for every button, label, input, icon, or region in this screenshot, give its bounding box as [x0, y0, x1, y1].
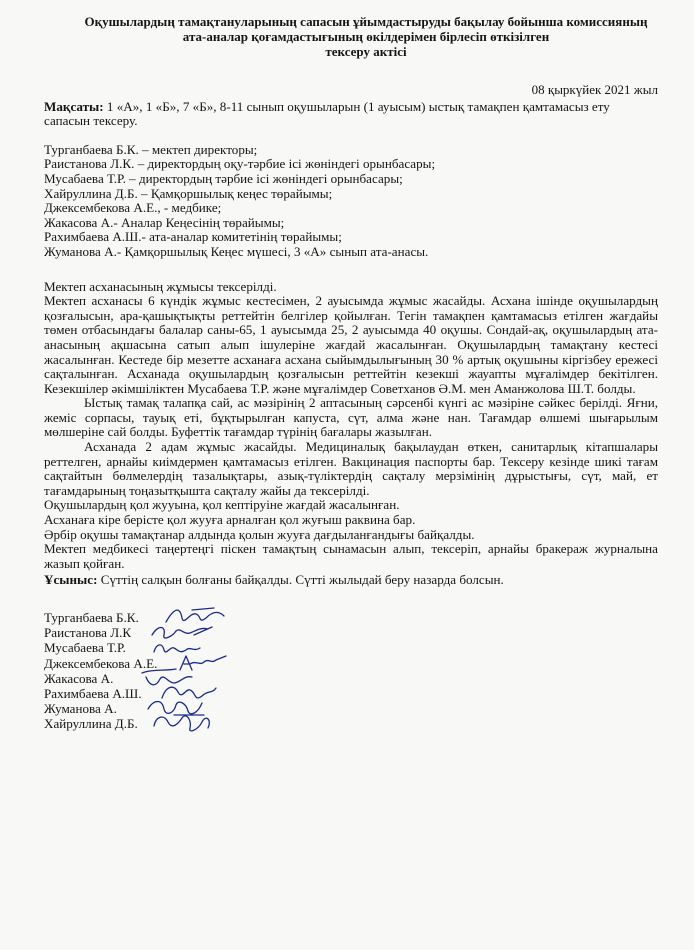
signatory-name: Хайруллина Д.Б. [44, 716, 138, 732]
member-item: Жуманова А.- Қамқоршылық Кеңес мүшесі, 3 «А» сынып ата-анасы. [44, 243, 429, 259]
signature-row [44, 671, 658, 686]
signature-row [44, 625, 658, 640]
signature-row [44, 686, 658, 701]
member-item: Мусабаева Т.Р. – директордың тәрбие ісі жөніндегі орынбасары; [44, 170, 403, 186]
member-item: Турганбаева Б.К. – мектеп директоры; [44, 141, 258, 157]
inspection-body [44, 280, 658, 572]
purpose-paragraph [44, 100, 658, 129]
title-line-1: Оқушылардың тамақтануларының сапасын ұйымдастыруды бақылау бойынша комиссияның [84, 14, 648, 29]
signatory-name: Жакасова А. [44, 670, 114, 686]
body-paragraph: Асханада 2 адам жұмыс жасайды. Медициналық бақылаудан өткен, санитарлық кітапшалары реттелген, арнайы киімдермен қамтамасыз етілген. Вакцинация паспорты бар. Тексеру кезінде шикі тағам сақтайтын бөлмелердің тазалықтары, азық-түліктердің сақталу мерзімінің дұрыстығы, сүт, май, ет тағамдарының тоңазытқышта сақталу жайы да тексерілді. [44, 439, 658, 498]
member-item: Жакасова А.- Аналар Кеңесінің төрайымы; [44, 214, 285, 230]
signature-row [44, 640, 658, 655]
document-title [74, 14, 658, 59]
signature-row [44, 610, 658, 625]
commission-members-list [44, 143, 658, 260]
signature-row [44, 701, 658, 716]
body-paragraph: Мектеп асханасының жұмысы тексерілді. [44, 278, 277, 294]
signatory-name: Раистанова Л.К [44, 625, 132, 641]
title-line-3: тексеру актісі [325, 44, 407, 59]
member-item: Джексембекова А.Е., - медбике; [44, 200, 222, 216]
recommendation-text: Сүттің салқын болғаны байқалды. Сүтті жылыдай беру назарда болсын. [97, 572, 504, 588]
title-line-2: ата-аналар қоғамдастығының өкілдерімен бірлесіп өткізілген [182, 29, 550, 44]
body-paragraph: Мектеп медбикесі таңертеңгі піскен тамақтың сынамасын алып, тексеріп, арнайы бракераж журналына жазып қойған. [44, 541, 658, 571]
signatory-name: Турганбаева Б.К. [44, 610, 139, 625]
purpose-label: Мақсаты: [44, 98, 104, 114]
document-date: 08 қыркүйек 2021 жыл [531, 82, 658, 97]
signatory-name: Жуманова А. [44, 701, 117, 717]
signature-block [44, 610, 658, 732]
body-paragraph: Мектеп асханасы 6 күндік жұмыс кестесімен, 2 ауысымда жұмыс жасайды. Асхана ішінде оқушылардың қозғалысын, ара-қашықтықты реттейтін белгілер қойылған. Тегін тамақпен қамтамасыз етілген жағдайы төмен отбасындағы балалар саны-65, 1 ауысымда 25, 2 ауысымда 40 оқушы. Сондай-ақ, оқушылардың ата-анасының ақшасына сатып алып ішулеріне жағдай жасалынған. Оқушылардың тамақтану кестесі жасалынған. Кестеде бір мезетте асханаға асхана сыйымдылығының 30 % артық оқушыны кіргізбеу ережесі сақталынған. Асханада оқушылардың қозғалысын реттейтін кезекші жауапты мұғалімдер бекітілген. Кезекшілер әкімшіліктен Мусабаева Т.Р. және мұғалімдер Советханов Ә.М. мен Аманжолова Ш.Т. болды. [44, 293, 658, 396]
handwritten-signature [148, 710, 218, 736]
body-paragraph: Әрбір оқушы тамақтанар алдында қолын жууға дағдыланғандығы байқалды. [44, 526, 475, 542]
body-paragraph: Оқушылардың қол жууына, қол кептіруіне жағдай жасалынған. [44, 497, 400, 513]
purpose-text: 1 «А», 1 «Б», 7 «Б», 8-11 сынып оқушыларын (1 ауысым) ыстық тамақпен қамтамасыз ету сапасын тексеру. [44, 98, 610, 129]
recommendation-paragraph [44, 573, 658, 588]
recommendation-label: Ұсыныс: [44, 572, 98, 588]
member-item: Рахимбаева А.Ш.- ата-аналар комитетінің төрайымы; [44, 229, 342, 245]
signatory-name: Рахимбаева А.Ш. [44, 685, 142, 701]
signatory-name: Джексембекова А.Е. [44, 655, 158, 671]
member-item: Раистанова Л.К. – директордың оқу-тәрбие ісі жөніндегі орынбасары; [44, 156, 436, 172]
signature-row [44, 716, 658, 731]
signatory-name: Мусабаева Т.Р. [44, 640, 126, 656]
body-paragraph: Ыстық тамақ талапқа сай, ас мәзірінің 2 аптасының сәрсенбі күнгі ас мәзіріне сәйкес берілді. Яғни, жеміс сорпасы, тауық еті, бұқтырылған капуста, сүт, алма және нан. Тағамдар өлшемі шығарылым мөлшеріне сай болды. Буфеттік тағамдар түрінің бағалары жазылған. [44, 395, 658, 440]
body-paragraph: Асханаға кіре берісте қол жууға арналған қол жуғыш раквина бар. [44, 512, 416, 528]
member-item: Хайруллина Д.Б. – Қамқоршылық кеңес төрайымы; [44, 185, 333, 201]
